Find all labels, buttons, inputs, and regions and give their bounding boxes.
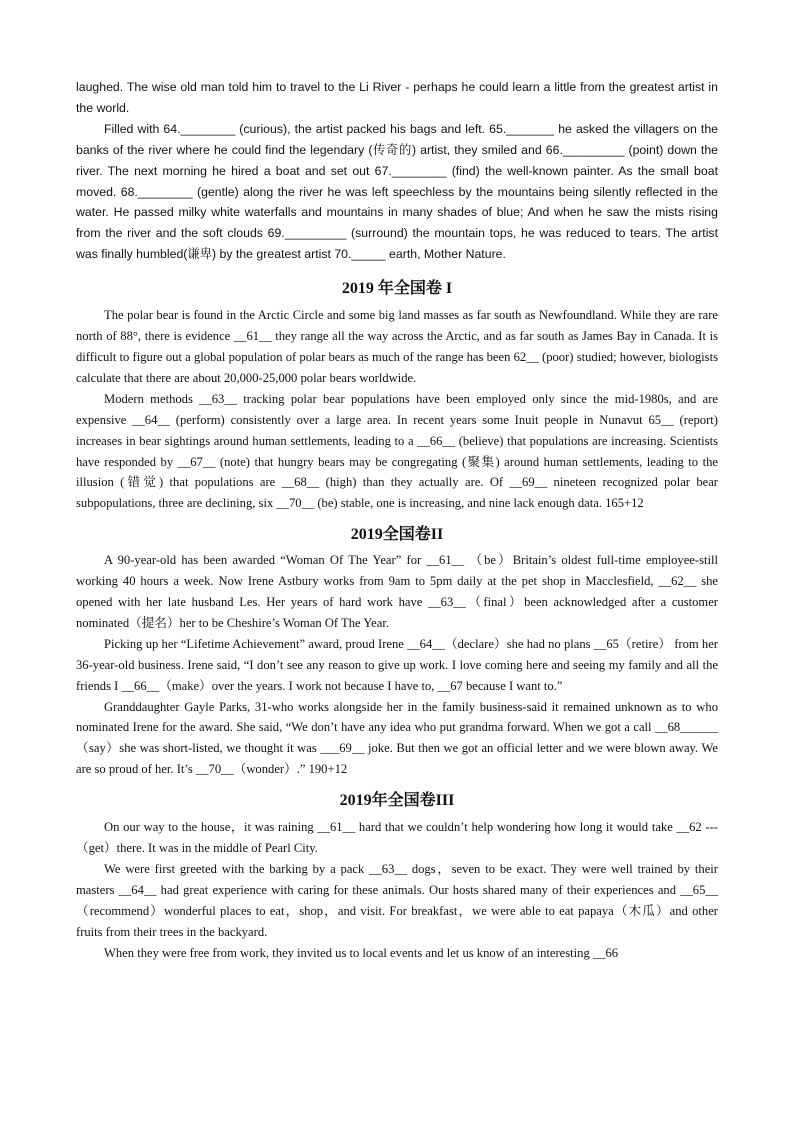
section-3-paragraph-3: When they were free from work, they invited us to local events and let us know of an interesting __66 <box>104 945 619 960</box>
section-1-heading: 2019 年全国卷 I <box>341 280 453 298</box>
section-1-paragraph-1: The polar bear is found in the Arctic Circle and some big land masses as far south as Newfoundland. While they are rare north of 88°, there is evidence __61__ they range all the way across the Arctic, and as far south as James Bay in Canada. It is difficult to figure out a global population of polar bears as much of the range has been 62__ (poor) studied; however, biologists calculate that there are about 20,000-25,000 polar bears worldwide. <box>76 308 718 385</box>
story-paragraph-1: laughed. The wise old man told him to travel to the Li River - perhaps he could learn a little from the greatest artist in the world. <box>76 80 718 115</box>
section-2-paragraph-2: Picking up her “Lifetime Achievement” award, proud Irene __64__（declare）she had no plans __65（retire） from her 36-year-old business. Irene said, “I don’t see any reason to give up work. I love coming here and seeing my family and all the friends I __66__（make）over the years. I work not because I have to, __67 because I want to.” <box>76 636 718 693</box>
section-1-paragraph-2: Modern methods __63__ tracking polar bear populations have been employed only since the mid-1980s, and are expensive __64__ (perform) consistently over a large area. In recent years some Inuit people in Nunavut 65__ (report) increases in bear sightings around human settlements, leading to a __66__ (believe) that populations are increasing. Scientists have responded by __67__ (note) that hungry bears may be congregating (聚集) around human settlements, leading to the illusion (错觉) that populations are __68__ (high) than they actually are. Of __69__ nineteen recognized polar bear subpopulations, three are declining, six __70__ (be) stable, one is increasing, and nine lack enough data. 165+12 <box>76 391 718 511</box>
section-3-paragraph-2: We were first greeted with the barking by a pack __63__ dogs，seven to be exact. They were well trained by their masters __64__ had great experience with caring for these animals. Our hosts shared many of their experiences and __65__（recommend）wonderful places to eat，shop，and visit. For breakfast，we were able to eat papaya（木瓜）and other fruits from their trees in the backyard. <box>76 862 718 939</box>
section-2-paragraph-3: Granddaughter Gayle Parks, 31-who works alongside her in the family business-said it remained unknown as to who nominated Irene for the award. She said, “We don’t have any idea who put grandma forward. When we got a call __68______（say）she was short-listed, we thought it was ___69__ joke. But then we got an official letter and we were blown away. We are so proud of her. It’s __70__（wonder）.” 190+12 <box>76 699 718 777</box>
section-3-heading: 2019年全国卷III <box>339 792 455 810</box>
story-paragraph-2: Filled with 64.________ (curious), the artist packed his bags and left. 65._______ he asked the villagers on the banks of the river where he could find the legendary (传奇的) artist, they smiled and 66._________ (point) down the river. The next morning he hired a boat and set out 67.________ (find) the well-known painter. As the small boat moved. 68.________ (gentle) along the river he was left speechless by the mountains being silently reflected in the water. He passed milky white waterfalls and mountains in many shades of blue; And when he saw the mists rising from the river and the soft clouds 69._________ (surround) the mountain tops, he was reduced to tears. The artist was finally humbled(谦卑) by the greatest artist 70._____ earth, Mother Nature. <box>76 121 718 262</box>
section-2-heading: 2019全国卷II <box>350 526 444 544</box>
section-2-paragraph-1: A 90-year-old has been awarded “Woman Of The Year” for __61__ （be）Britain’s oldest full-time employee-still working 40 hours a week. Now Irene Astbury works from 9am to 5pm daily at the pet shop in Macclesfield, __62__ she opened with her late husband Les. Her years of hard work have __63__（final）been acknowledged after a customer nominated（提名）her to be Cheshire’s Woman Of The Year. <box>76 553 718 630</box>
document-content <box>76 77 718 964</box>
section-3-paragraph-1: On our way to the house，it was raining __61__ hard that we couldn’t help wondering how long it would take __62 --- （get）there. It was in the middle of Pearl City. <box>76 820 718 856</box>
